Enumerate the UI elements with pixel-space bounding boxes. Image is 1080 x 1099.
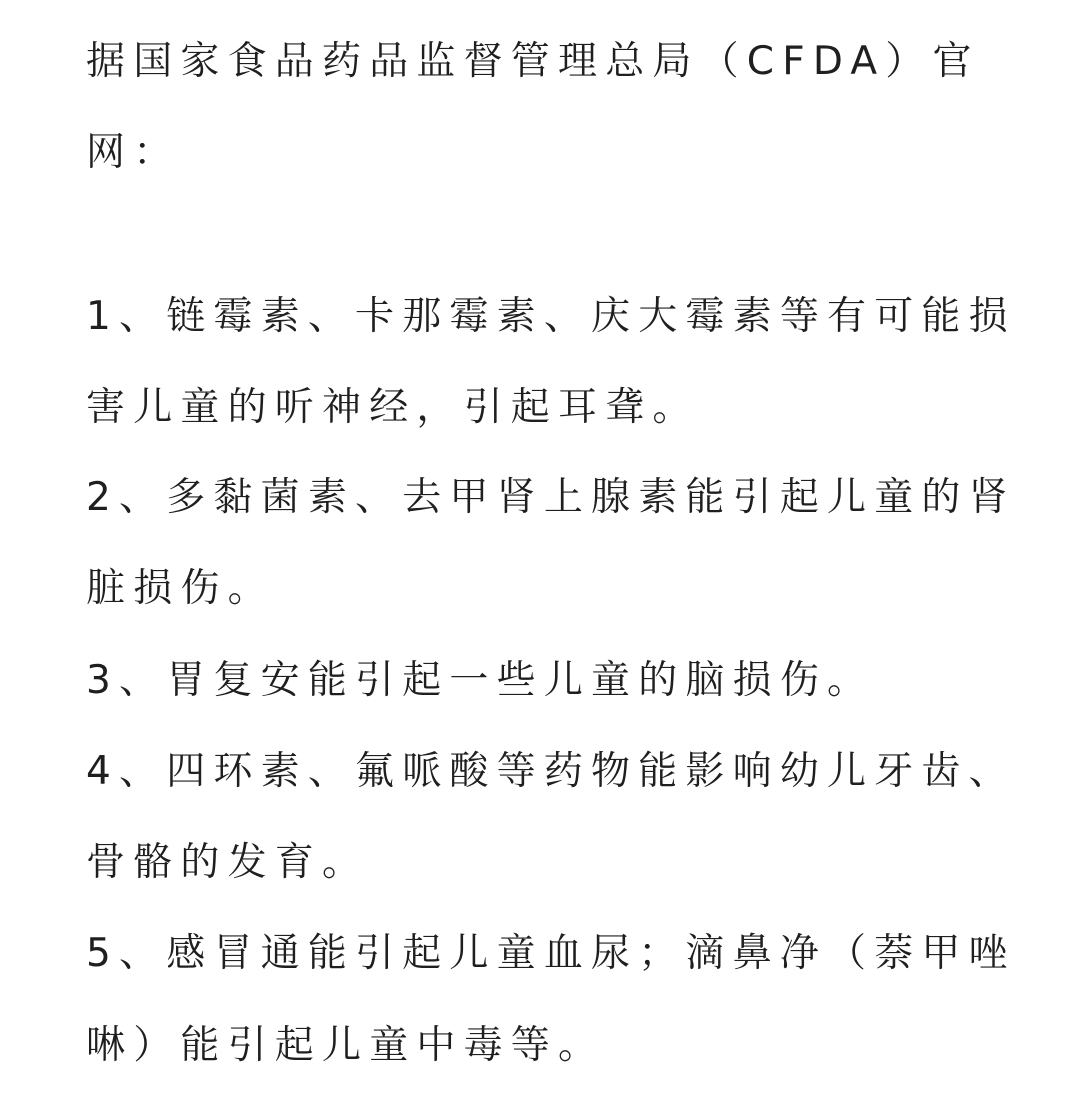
list-item-1-line-2: 害儿童的听神经，引起耳聋。 (86, 385, 700, 430)
list-item-1-line-1: 1、链霉素、卡那霉素、庆大霉素等有可能损 (86, 294, 1016, 339)
list-item-4-line-1: 4、四环素、氟哌酸等药物能影响幼儿牙齿、 (86, 749, 1016, 794)
intro-line-2: 网： (86, 130, 181, 175)
list-item-5-line-2: 啉）能引起儿童中毒等。 (86, 1023, 606, 1068)
intro-line-1: 据国家食品药品监督管理总局（CFDA）官 (86, 39, 980, 84)
list-item-3-line-1: 3、胃复安能引起一些儿童的脑损伤。 (86, 658, 875, 703)
list-item-5-line-1: 5、感冒通能引起儿童血尿；滴鼻净（萘甲唑 (86, 931, 1016, 976)
list-item-4-line-2: 骨骼的发育。 (86, 840, 370, 885)
list-item-2-line-2: 脏损伤。 (86, 566, 275, 611)
list-item-2-line-1: 2、多黏菌素、去甲肾上腺素能引起儿童的肾 (86, 475, 1016, 520)
